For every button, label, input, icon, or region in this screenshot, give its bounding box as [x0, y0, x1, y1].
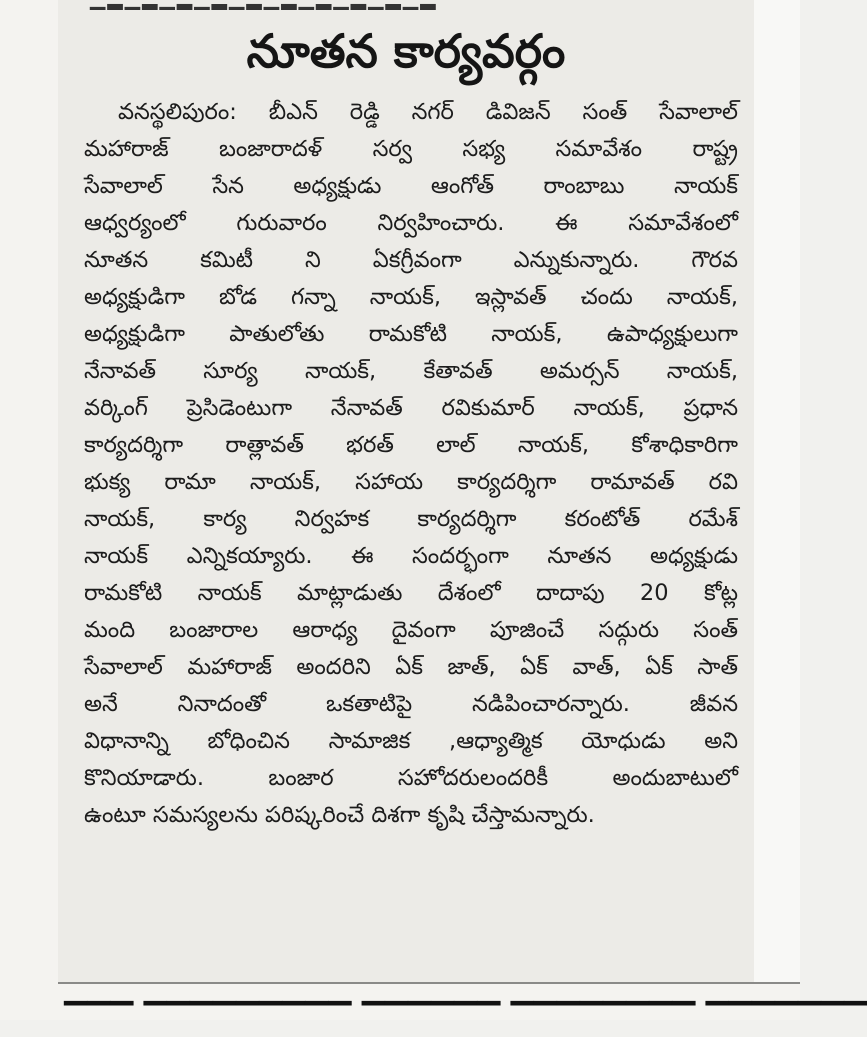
article-line: నేనావత్ సూర్య నాయక్, కేతావత్ అమర్సన్ నాయక్, — [84, 358, 738, 384]
article-line: ఆధ్వర్యంలో గురువారం నిర్వహించారు. ఈ సమావేశంలో — [84, 210, 738, 236]
article-line: రామకోటి నాయక్ మాట్లాడుతు దేశంలో దాదాపు 20 కోట్ల — [84, 580, 738, 606]
article-line: విధానాన్ని బోధించిన సామాజిక ,ఆధ్యాత్మిక యోధుడు అని — [84, 728, 738, 754]
cropped-text-bottom: ▔▔▔ ▔▔▔▔▔▔▔▔▔ ▔▔▔▔▔▔ ▔▔▔▔▔▔▔▔ ▔▔▔▔▔▔▔ — [64, 1002, 867, 1037]
cropped-next-headline — [64, 1002, 867, 1037]
cropped-previous-article — [90, 0, 570, 8]
article-line: ఉంటూ సమస్యలను పరిష్కరించే దిశగా కృషి చేస్తామన్నారు. — [84, 802, 595, 828]
article-line: నాయక్, కార్య నిర్వహక కార్యదర్శిగా కరంటోత్ రమేశ్ — [84, 506, 738, 532]
article-line: అధ్యక్షుడిగా పాతులోతు రామకోటి నాయక్, ఉపాధ్యక్షులుగా — [84, 321, 738, 347]
article-line: కార్యదర్శిగా రాత్లావత్ భరత్ లాల్ నాయక్, కోశాధికారిగా — [84, 432, 738, 458]
article-line: కొనియాడారు. బంజార సహోదరులందరికీ అందుబాటులో — [84, 765, 738, 791]
article-line: సేవాలాల్ మహారాజ్ అందరిని ఏక్ జాత్, ఏక్ వాత్, ఏక్ సాత్ — [84, 654, 738, 680]
article-line: అధ్యక్షుడిగా బోడ గన్నా నాయక్, ఇస్లావత్ చందు నాయక్, — [84, 284, 738, 310]
article-line: వనస్థలిపురం: బీఎన్ రెడ్డి నగర్ డివిజన్ సంత్ సేవాలాల్ — [118, 99, 738, 125]
article-headline: నూతన కార్యవర్గం — [246, 24, 566, 78]
column-divider — [58, 982, 800, 984]
article-body — [84, 94, 738, 834]
article-line: వర్కింగ్ ప్రెసిడెంటుగా నేనావత్ రవికుమార్ నాయక్, ప్రధాన — [84, 395, 738, 421]
article-line: మంది బంజారాల ఆరాధ్య దైవంగా పూజించే సద్గురు సంత్ — [84, 617, 738, 643]
article-line: నూతన కమిటీ ని ఏకగ్రీవంగా ఎన్నుకున్నారు. గౌరవ — [84, 247, 738, 273]
article-line: నాయక్ ఎన్నికయ్యారు. ఈ సందర్భంగా నూతన అధ్యక్షుడు — [84, 543, 738, 569]
article-line: మహారాజ్ బంజారాదళ్ సర్వ సభ్య సమావేశం రాష్ట్ర — [84, 136, 738, 162]
article-line: అనే నినాదంతో ఒకతాటిపై నడిపించారన్నారు. జీవన — [84, 691, 738, 717]
cropped-text-top — [90, 0, 570, 10]
clipping-margin — [754, 0, 800, 982]
article-line: సేవాలాల్ సేన అధ్యక్షుడు ఆంగోత్ రాంబాబు నాయక్ — [84, 173, 738, 199]
article-line: భుక్య రామా నాయక్, సహాయ కార్యదర్శిగా రామావత్ రవి — [84, 469, 738, 495]
